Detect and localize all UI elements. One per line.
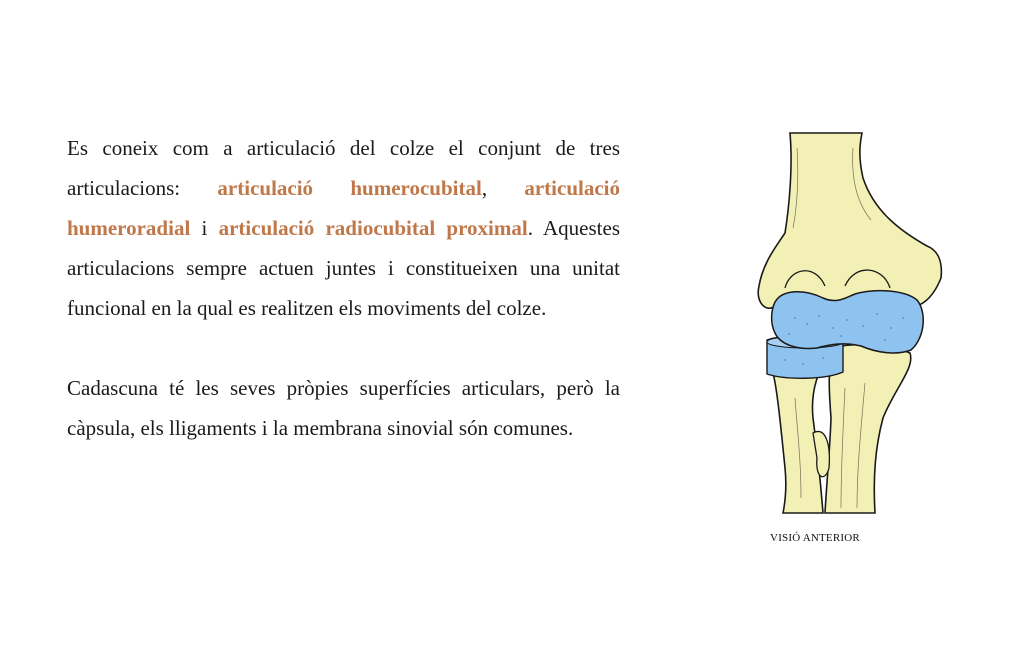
paragraph-shared-structures: Cadascuna té les seves pròpies superfícies articulars, però la càpsula, els lligaments i la membrana sinovial són comunes. [67,376,620,440]
elbow-joint-illustration [745,128,945,518]
body-text [67,128,620,448]
keyword-humerocubital: articulació humerocubital [217,176,482,200]
humeral-cartilage [772,291,924,353]
keyword-humeroradial: articulació humeroradial [67,176,620,240]
paragraph-intro: Es coneix com a articulació del colze el conjunt de tres articulacions: articulació humerocubital, articulació humeroradial i articulació radiocubital proximal. Aquestes articulacions sempre actuen juntes i constitueixen una unitat funcional en la qual es realitzen els moviments del colze. [67,136,620,320]
humerus-bone [758,133,941,308]
keyword-radiocubital-proximal: articulació radiocubital proximal [218,216,528,240]
figure-caption: VISIÓ ANTERIOR [770,532,860,544]
